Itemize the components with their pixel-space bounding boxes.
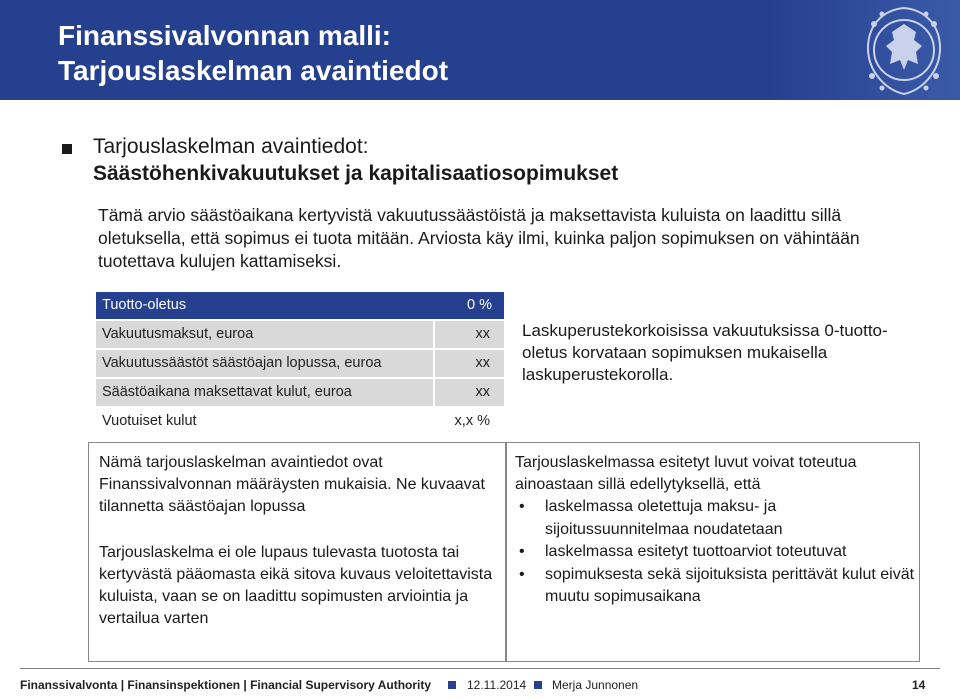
- disclaimer-paragraph: Nämä tarjouslaskelman avaintiedot ovat Finanssivalvonnan määräysten mukaisia. Ne kuvaavat tilannetta säästöajan lopussa: [99, 454, 485, 515]
- slide-title-line2: Tarjouslaskelman avaintiedot: [58, 55, 449, 86]
- disclaimer-box: [88, 442, 506, 662]
- intro-paragraph: Tämä arvio säästöaikana kertyvistä vakuutussäästöistä ja maksettavista kuluista on laadittu sillä oletuksella, että sopimus ei tuota mitään. Arviosta käy ilmi, kuinka paljon sopimuksen on vähintään tuotettava kulujen kattamiseksi.: [98, 205, 860, 271]
- list-item-text: laskelmassa esitetyt tuottoarviot toteutuvat: [545, 543, 847, 560]
- bullet-subheading: Säästöhenkivakuutukset ja kapitalisaatiosopimukset: [93, 162, 619, 185]
- square-marker-icon: [448, 681, 456, 689]
- bullet-heading: Tarjouslaskelman avaintiedot:: [93, 135, 369, 158]
- footer-date: 12.11.2014: [467, 678, 527, 692]
- bullet-dot-icon: •: [519, 543, 525, 560]
- column-divider: [433, 350, 435, 377]
- disclaimer-paragraph: Tarjouslaskelma ei ole lupaus tulevasta tuotosta tai kertyvästä pääomasta eikä sitova kuvaus veloitettavista kuluista, vaan se on laadittu sopimusten arviointia ja vertailua varten: [99, 544, 493, 627]
- list-item: [515, 496, 915, 541]
- table-row: [96, 321, 504, 348]
- conditions-intro: Tarjouslaskelmassa esitetyt luvut voivat toteutua ainoastaan sillä edellytyksellä, että: [515, 454, 857, 493]
- column-divider: [433, 379, 435, 406]
- table-cell-label: Vakuutusmaksut, euroa: [102, 326, 254, 342]
- square-bullet-icon: [62, 144, 72, 154]
- footer-organization: Finanssivalvonta | Finansinspektionen | Financial Supervisory Authority: [20, 678, 432, 692]
- table-cell-value: xx: [475, 384, 490, 400]
- table-row: [96, 379, 504, 406]
- table-row: [96, 408, 504, 435]
- table-cell-label: Vuotuiset kulut: [102, 413, 197, 429]
- finnish-lion-crest-icon: [852, 2, 956, 98]
- square-marker-icon: [534, 681, 542, 689]
- conditions-box: [506, 442, 920, 662]
- table-header-label: Tuotto-oletus: [102, 297, 187, 313]
- footer-divider: [20, 668, 940, 669]
- footer: [20, 676, 940, 694]
- conditions-list: [515, 496, 915, 609]
- list-item-text: laskelmassa oletettuja maksu- ja sijoitussuunnitelmaa noudatetaan: [545, 498, 783, 538]
- table-cell-value: xx: [475, 326, 490, 342]
- list-item: [515, 564, 915, 609]
- table-header-row: [96, 292, 504, 319]
- bullet-dot-icon: •: [519, 565, 525, 583]
- table-cell-label: Säästöaikana maksettavat kulut, euroa: [102, 384, 352, 400]
- bullet-dot-icon: •: [519, 498, 525, 515]
- table-header-value: 0 %: [467, 297, 492, 313]
- list-item: [515, 541, 915, 564]
- table-cell-label: Vakuutussäästöt säästöajan lopussa, euroa: [102, 355, 382, 371]
- column-divider: [433, 321, 435, 348]
- title-banner: [0, 0, 960, 100]
- slide-title: [58, 18, 778, 88]
- table-cell-value: x,x %: [454, 413, 490, 429]
- table-cell-value: xx: [475, 355, 490, 371]
- slide-title-line1: Finanssivalvonnan malli:: [58, 20, 391, 51]
- page-number: 14: [912, 678, 926, 692]
- table-row: [96, 350, 504, 377]
- footer-author: Merja Junnonen: [552, 678, 639, 692]
- interest-rate-note: Laskuperustekorkoisissa vakuutuksissa 0-tuotto-oletus korvataan sopimuksen mukaisella laskuperustekorolla.: [522, 321, 888, 384]
- list-item-text: sopimuksesta sekä sijoituksista perittävät kulut eivät muutu sopimusaikana: [545, 565, 915, 605]
